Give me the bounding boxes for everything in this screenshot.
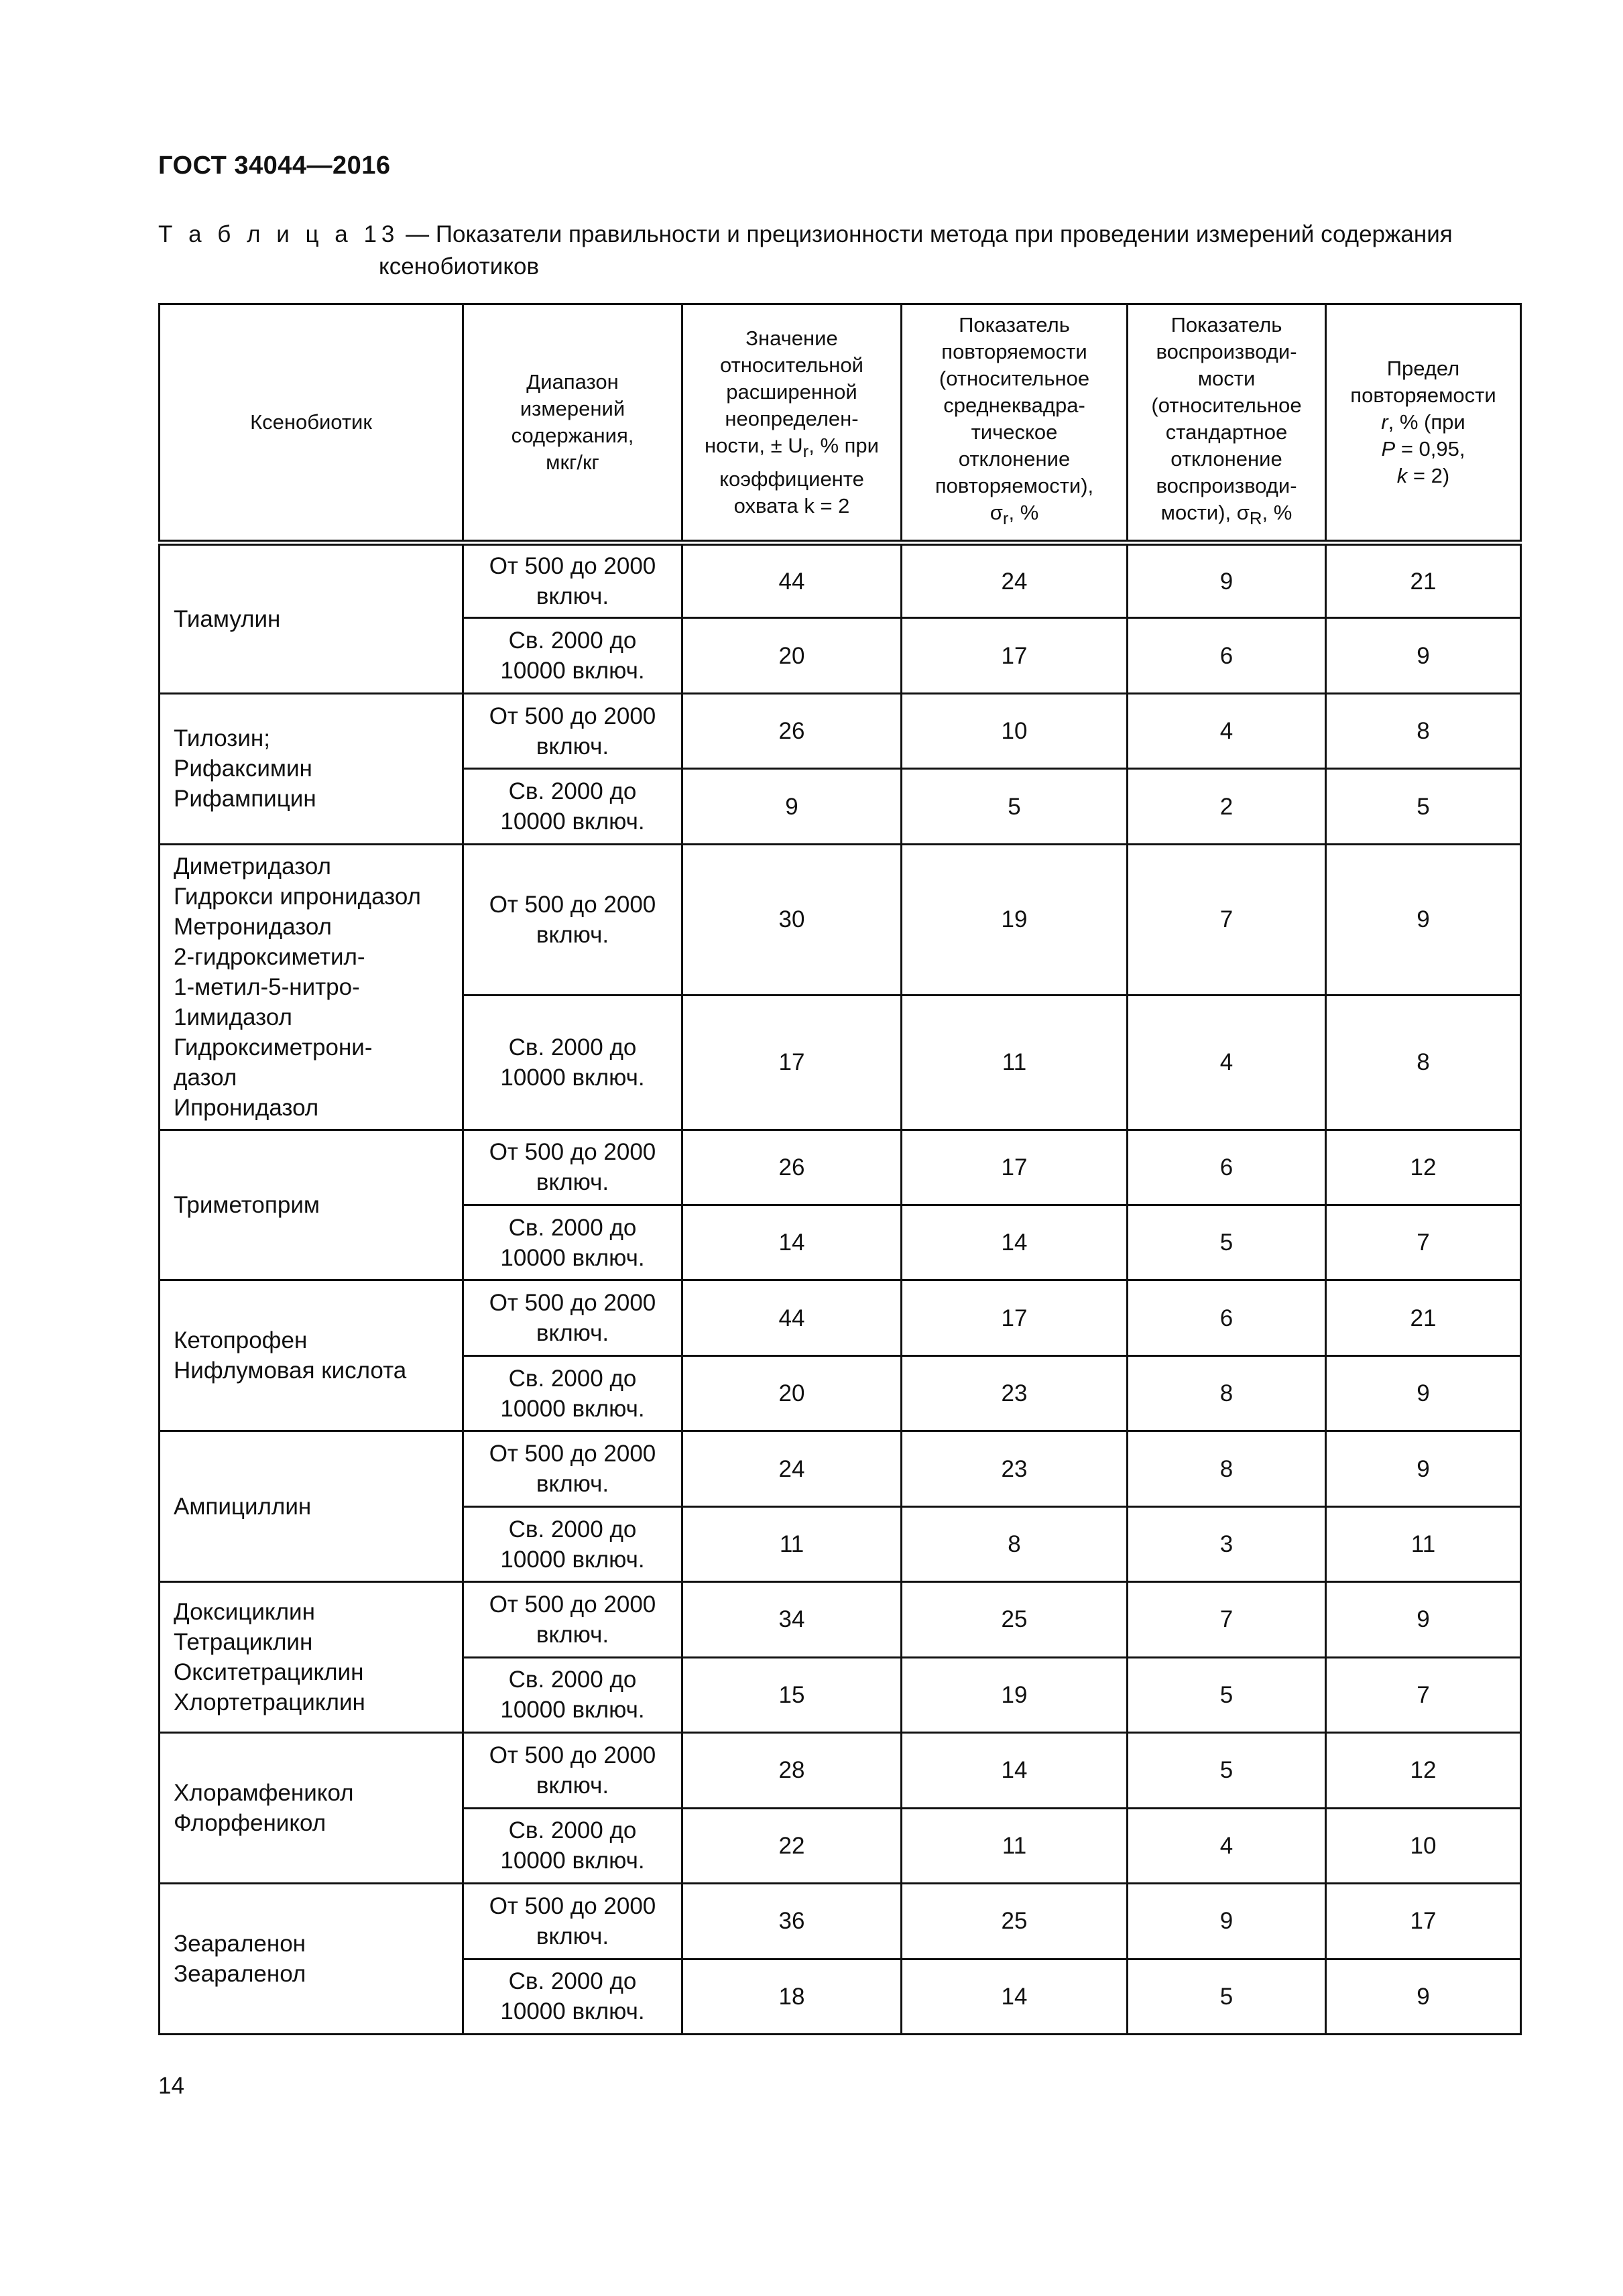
repeatability-limit-cell: 5 xyxy=(1326,769,1521,844)
repeatability-cell: 8 xyxy=(902,1506,1128,1581)
xenobiotic-cell xyxy=(160,1733,463,1884)
xenobiotic-name: Зеараленон xyxy=(174,1931,306,1957)
col-header-xenobiotic: Ксенобиотик xyxy=(160,304,463,543)
xenobiotic-cell xyxy=(160,1280,463,1431)
range-cell: Св. 2000 до 10000 включ. xyxy=(463,1205,682,1280)
xenobiotic-name: Диметридазол xyxy=(174,853,331,880)
range-cell: Св. 2000 до 10000 включ. xyxy=(463,1657,682,1732)
reproducibility-cell: 4 xyxy=(1128,1808,1326,1883)
repeatability-limit-cell: 17 xyxy=(1326,1884,1521,1959)
repeatability-cell: 19 xyxy=(902,1657,1128,1732)
range-cell: Св. 2000 до 10000 включ. xyxy=(463,618,682,693)
repeatability-cell: 17 xyxy=(902,618,1128,693)
repeatability-cell: 5 xyxy=(902,769,1128,844)
reproducibility-cell: 9 xyxy=(1128,1884,1326,1959)
repeatability-limit-cell: 8 xyxy=(1326,995,1521,1130)
xenobiotic-name: Флорфеникол xyxy=(174,1810,326,1837)
xenobiotic-name: Зеараленол xyxy=(174,1961,306,1988)
xenobiotic-cell xyxy=(160,1582,463,1733)
reproducibility-cell: 6 xyxy=(1128,1130,1326,1205)
repeatability-cell: 11 xyxy=(902,995,1128,1130)
xenobiotic-name: Гидроксиметрони- xyxy=(174,1034,373,1061)
xenobiotic-name: Кетопрофен xyxy=(174,1327,308,1354)
table-row xyxy=(160,693,1521,768)
uncertainty-cell: 28 xyxy=(682,1733,902,1808)
xenobiotic-name: Метронидазол xyxy=(174,913,332,940)
uncertainty-cell: 34 xyxy=(682,1582,902,1657)
xenobiotic-name: Гидрокси ипронидазол xyxy=(174,883,421,910)
uncertainty-cell: 14 xyxy=(682,1205,902,1280)
table-row xyxy=(160,1431,1521,1506)
xenobiotic-name: Рифампицин xyxy=(174,786,316,812)
uncertainty-cell: 44 xyxy=(682,543,902,618)
repeatability-cell: 14 xyxy=(902,1959,1128,2035)
range-cell: От 500 до 2000 включ. xyxy=(463,693,682,768)
range-cell: Св. 2000 до 10000 включ. xyxy=(463,995,682,1130)
repeatability-cell: 11 xyxy=(902,1808,1128,1883)
range-cell: Св. 2000 до 10000 включ. xyxy=(463,1506,682,1581)
repeatability-limit-cell: 8 xyxy=(1326,693,1521,768)
repeatability-cell: 14 xyxy=(902,1205,1128,1280)
xenobiotic-cell xyxy=(160,1130,463,1280)
reproducibility-cell: 2 xyxy=(1128,769,1326,844)
reproducibility-cell: 4 xyxy=(1128,693,1326,768)
repeatability-cell: 10 xyxy=(902,693,1128,768)
repeatability-cell: 25 xyxy=(902,1884,1128,1959)
xenobiotic-cell xyxy=(160,844,463,1130)
table-row xyxy=(160,1582,1521,1657)
col-header-reproducibility: Показатель воспроизводи- мости (относительное стандартное отклонение воспроизводи- мости), $\sigma_R$, % xyxy=(1128,304,1326,543)
xenobiotic-name: Тетрациклин xyxy=(174,1629,313,1656)
header-row xyxy=(160,304,1521,543)
table-title-line2: ксенобиотиков xyxy=(379,253,540,280)
xenobiotic-name: Доксициклин xyxy=(174,1599,315,1626)
xenobiotic-name: Хлорамфеникол xyxy=(174,1780,354,1807)
xenobiotic-name: Тиамулин xyxy=(174,605,281,632)
xenobiotic-name: Хлортетрациклин xyxy=(174,1689,365,1716)
uncertainty-cell: 18 xyxy=(682,1959,902,2035)
xenobiotic-cell xyxy=(160,1884,463,2035)
uncertainty-cell: 44 xyxy=(682,1280,902,1355)
reproducibility-cell: 7 xyxy=(1128,844,1326,995)
range-cell: От 500 до 2000 включ. xyxy=(463,1733,682,1808)
table-row xyxy=(160,1733,1521,1808)
repeatability-limit-cell: 21 xyxy=(1326,543,1521,618)
col-header-repeatability-limit: Предел повторяемости r, % (при P = 0,95, k = 2) xyxy=(1326,304,1521,543)
table-row xyxy=(160,1884,1521,1959)
table-row xyxy=(160,543,1521,618)
repeatability-limit-cell: 10 xyxy=(1326,1808,1521,1883)
repeatability-limit-cell: 9 xyxy=(1326,1959,1521,2035)
uncertainty-cell: 9 xyxy=(682,769,902,844)
reproducibility-cell: 4 xyxy=(1128,995,1326,1130)
repeatability-limit-cell: 11 xyxy=(1326,1506,1521,1581)
uncertainty-cell: 20 xyxy=(682,1355,902,1431)
range-cell: От 500 до 2000 включ. xyxy=(463,1130,682,1205)
table-label: Т а б л и ц а 13 xyxy=(158,221,400,247)
range-cell: Св. 2000 до 10000 включ. xyxy=(463,1355,682,1431)
range-cell: От 500 до 2000 включ. xyxy=(463,1280,682,1355)
uncertainty-cell: 22 xyxy=(682,1808,902,1883)
col-header-range: Диапазон измерений содержания, мкг/кг xyxy=(463,304,682,543)
reproducibility-cell: 6 xyxy=(1128,618,1326,693)
range-cell: От 500 до 2000 включ. xyxy=(463,543,682,618)
xenobiotic-name: дазол xyxy=(174,1064,237,1091)
repeatability-limit-cell: 9 xyxy=(1326,618,1521,693)
col-header-repeatability: Показатель повторяемости (относительное среднеквадра- тическое отклонение повторяемости), $\sigma_r$, % xyxy=(902,304,1128,543)
xenobiotic-precision-table xyxy=(158,303,1522,2035)
range-cell: Св. 2000 до 10000 включ. xyxy=(463,769,682,844)
xenobiotic-name: Триметоприм xyxy=(174,1191,320,1218)
repeatability-cell: 14 xyxy=(902,1733,1128,1808)
repeatability-cell: 17 xyxy=(902,1130,1128,1205)
xenobiotic-cell xyxy=(160,543,463,694)
range-cell: Св. 2000 до 10000 включ. xyxy=(463,1808,682,1883)
reproducibility-cell: 7 xyxy=(1128,1582,1326,1657)
xenobiotic-name: Тилозин; xyxy=(174,725,270,752)
repeatability-limit-cell: 9 xyxy=(1326,844,1521,995)
xenobiotic-cell xyxy=(160,693,463,844)
repeatability-cell: 25 xyxy=(902,1582,1128,1657)
range-cell: От 500 до 2000 включ. xyxy=(463,844,682,995)
reproducibility-cell: 8 xyxy=(1128,1355,1326,1431)
range-cell: Св. 2000 до 10000 включ. xyxy=(463,1959,682,2035)
reproducibility-cell: 6 xyxy=(1128,1280,1326,1355)
col-header-uncertainty: Значение относительной расширенной неопределен- ности, ± $U_r$, % при коэффициенте охвата k = 2 xyxy=(682,304,902,543)
uncertainty-cell: 30 xyxy=(682,844,902,995)
reproducibility-cell: 5 xyxy=(1128,1657,1326,1732)
uncertainty-cell: 20 xyxy=(682,618,902,693)
uncertainty-cell: 26 xyxy=(682,693,902,768)
xenobiotic-name: 1-метил-5-нитро- xyxy=(174,973,360,1000)
repeatability-limit-cell: 7 xyxy=(1326,1657,1521,1732)
document-code: ГОСТ 34044—2016 xyxy=(158,152,391,180)
uncertainty-cell: 15 xyxy=(682,1657,902,1732)
reproducibility-cell: 5 xyxy=(1128,1733,1326,1808)
range-cell: От 500 до 2000 включ. xyxy=(463,1884,682,1959)
xenobiotic-name: Нифлумовая кислота xyxy=(174,1357,407,1384)
xenobiotic-name: Ипронидазол xyxy=(174,1094,319,1121)
uncertainty-cell: 36 xyxy=(682,1884,902,1959)
table-title-line1: — Показатели правильности и прецизионности метода при проведении измерений содержания xyxy=(399,221,1453,247)
range-cell: От 500 до 2000 включ. xyxy=(463,1431,682,1506)
uncertainty-cell: 11 xyxy=(682,1506,902,1581)
repeatability-cell: 24 xyxy=(902,543,1128,618)
reproducibility-cell: 3 xyxy=(1128,1506,1326,1581)
xenobiotic-name: Окситетрациклин xyxy=(174,1659,364,1686)
repeatability-cell: 17 xyxy=(902,1280,1128,1355)
reproducibility-cell: 5 xyxy=(1128,1205,1326,1280)
repeatability-limit-cell: 21 xyxy=(1326,1280,1521,1355)
uncertainty-cell: 24 xyxy=(682,1431,902,1506)
uncertainty-cell: 17 xyxy=(682,995,902,1130)
repeatability-cell: 23 xyxy=(902,1431,1128,1506)
xenobiotic-cell xyxy=(160,1431,463,1582)
reproducibility-cell: 9 xyxy=(1128,543,1326,618)
repeatability-limit-cell: 9 xyxy=(1326,1431,1521,1506)
table-row xyxy=(160,1130,1521,1205)
xenobiotic-name: 2-гидроксиметил- xyxy=(174,943,365,970)
repeatability-limit-cell: 12 xyxy=(1326,1733,1521,1808)
repeatability-limit-cell: 9 xyxy=(1326,1582,1521,1657)
page-number: 14 xyxy=(158,2073,184,2099)
repeatability-limit-cell: 9 xyxy=(1326,1355,1521,1431)
repeatability-cell: 19 xyxy=(902,844,1128,995)
table-caption xyxy=(158,219,1486,283)
table-row xyxy=(160,844,1521,995)
uncertainty-cell: 26 xyxy=(682,1130,902,1205)
reproducibility-cell: 8 xyxy=(1128,1431,1326,1506)
xenobiotic-name: Рифаксимин xyxy=(174,756,312,782)
range-cell: От 500 до 2000 включ. xyxy=(463,1582,682,1657)
reproducibility-cell: 5 xyxy=(1128,1959,1326,2035)
repeatability-limit-cell: 12 xyxy=(1326,1130,1521,1205)
repeatability-cell: 23 xyxy=(902,1355,1128,1431)
repeatability-limit-cell: 7 xyxy=(1326,1205,1521,1280)
xenobiotic-name: 1имидазол xyxy=(174,1004,292,1030)
xenobiotic-name: Ампициллин xyxy=(174,1493,312,1520)
table-body xyxy=(160,543,1521,2035)
table-row xyxy=(160,1280,1521,1355)
